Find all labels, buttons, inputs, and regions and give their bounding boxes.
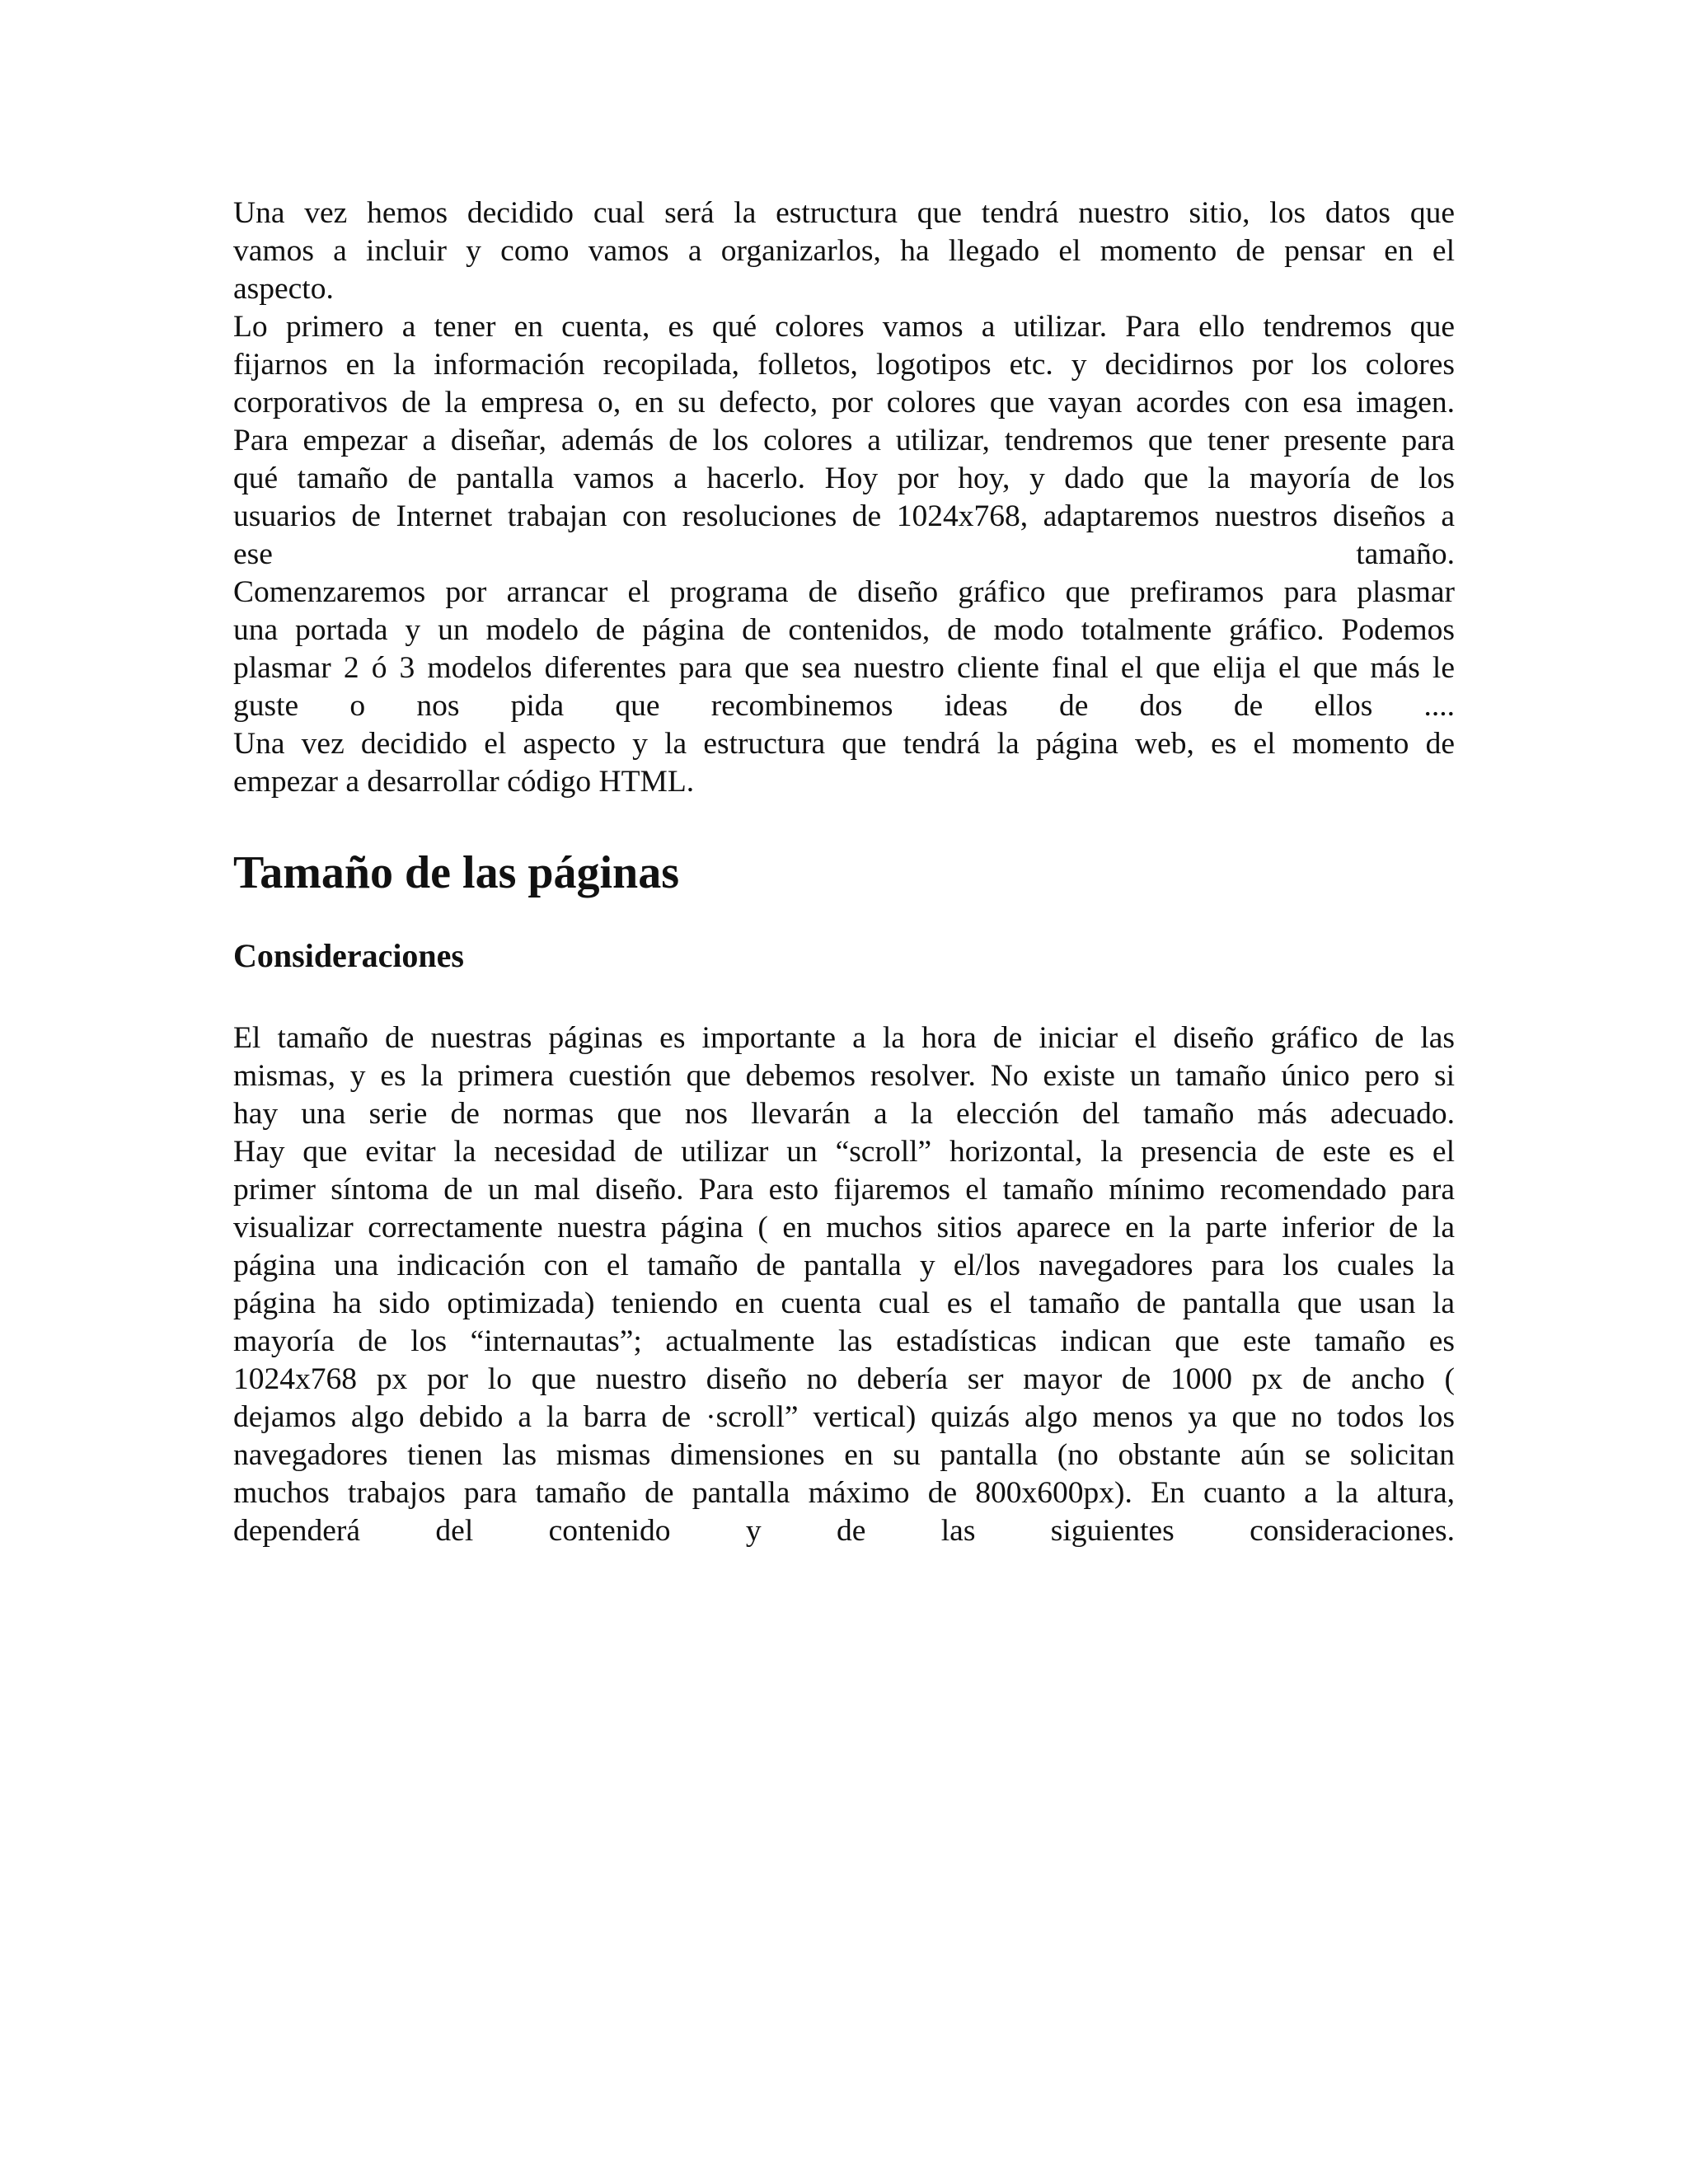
text-line: qué tamaño de pantalla vamos a hacerlo. Hoy por hoy, y dado que la mayoría de los bbox=[233, 462, 1455, 495]
text-line: dejamos algo debido a la barra de ·scroll” vertical) quizás algo menos ya que no todos los bbox=[233, 1400, 1455, 1434]
text-line: Lo primero a tener en cuenta, es qué colores vamos a utilizar. Para ello tendremos que bbox=[233, 310, 1455, 344]
text-line: Comenzaremos por arrancar el programa de diseño gráfico que prefiramos para plasmar bbox=[233, 575, 1455, 609]
text-line: corporativos de la empresa o, en su defecto, por colores que vayan acordes con esa imagen. bbox=[233, 386, 1455, 419]
text-line: hay una serie de normas que nos llevarán a la elección del tamaño más adecuado. bbox=[233, 1097, 1455, 1131]
text-line: empezar a desarrollar código HTML. bbox=[233, 765, 695, 799]
considerations-paragraph bbox=[233, 1019, 1455, 1550]
text-line: una portada y un modelo de página de contenidos, de modo totalmente gráfico. Podemos bbox=[233, 613, 1455, 647]
text-line: primer síntoma de un mal diseño. Para esto fijaremos el tamaño mínimo recomendado para bbox=[233, 1173, 1455, 1207]
text-line: plasmar 2 ó 3 modelos diferentes para que sea nuestro cliente final el que elija el que más le bbox=[233, 651, 1455, 685]
text-line: dependerá del contenido y de las siguientes consideraciones. bbox=[233, 1514, 1455, 1548]
section-title: Tamaño de las páginas bbox=[233, 847, 679, 898]
subsection-title: Consideraciones bbox=[233, 937, 464, 974]
text-line: Una vez hemos decidido cual será la estructura que tendrá nuestro sitio, los datos que bbox=[233, 196, 1455, 230]
text-line: visualizar correctamente nuestra página ( en muchos sitios aparece en la parte inferior de la bbox=[233, 1211, 1455, 1244]
text-line: página ha sido optimizada) teniendo en cuenta cual es el tamaño de pantalla que usan la bbox=[233, 1286, 1455, 1320]
text-line: Para empezar a diseñar, además de los colores a utilizar, tendremos que tener presente para bbox=[233, 424, 1455, 457]
document-page bbox=[233, 194, 1455, 1550]
text-line: aspecto. bbox=[233, 272, 334, 306]
intro-paragraph bbox=[233, 194, 1455, 801]
text-line: 1024x768 px por lo que nuestro diseño no debería ser mayor de 1000 px de ancho ( bbox=[233, 1362, 1455, 1396]
text-line: mismas, y es la primera cuestión que debemos resolver. No existe un tamaño único pero si bbox=[233, 1059, 1455, 1093]
text-line: navegadores tienen las mismas dimensiones en su pantalla (no obstante aún se solicitan bbox=[233, 1438, 1455, 1472]
text-line: ese tamaño. bbox=[233, 537, 1455, 571]
text-line: usuarios de Internet trabajan con resoluciones de 1024x768, adaptaremos nuestros diseños a bbox=[233, 499, 1455, 533]
text-line: fijarnos en la información recopilada, folletos, logotipos etc. y decidirnos por los colores bbox=[233, 348, 1455, 382]
text-line: El tamaño de nuestras páginas es importante a la hora de iniciar el diseño gráfico de las bbox=[233, 1021, 1455, 1055]
text-line: mayoría de los “internautas”; actualmente las estadísticas indican que este tamaño es bbox=[233, 1324, 1455, 1358]
text-line: guste o nos pida que recombinemos ideas de dos de ellos .... bbox=[233, 689, 1455, 723]
text-line: vamos a incluir y como vamos a organizarlos, ha llegado el momento de pensar en el bbox=[233, 234, 1455, 268]
text-line: Una vez decidido el aspecto y la estructura que tendrá la página web, es el momento de bbox=[233, 727, 1455, 761]
text-line: Hay que evitar la necesidad de utilizar un “scroll” horizontal, la presencia de este es el bbox=[233, 1135, 1455, 1169]
text-line: muchos trabajos para tamaño de pantalla máximo de 800x600px). En cuanto a la altura, bbox=[233, 1476, 1455, 1510]
text-line: página una indicación con el tamaño de pantalla y el/los navegadores para los cuales la bbox=[233, 1249, 1455, 1282]
